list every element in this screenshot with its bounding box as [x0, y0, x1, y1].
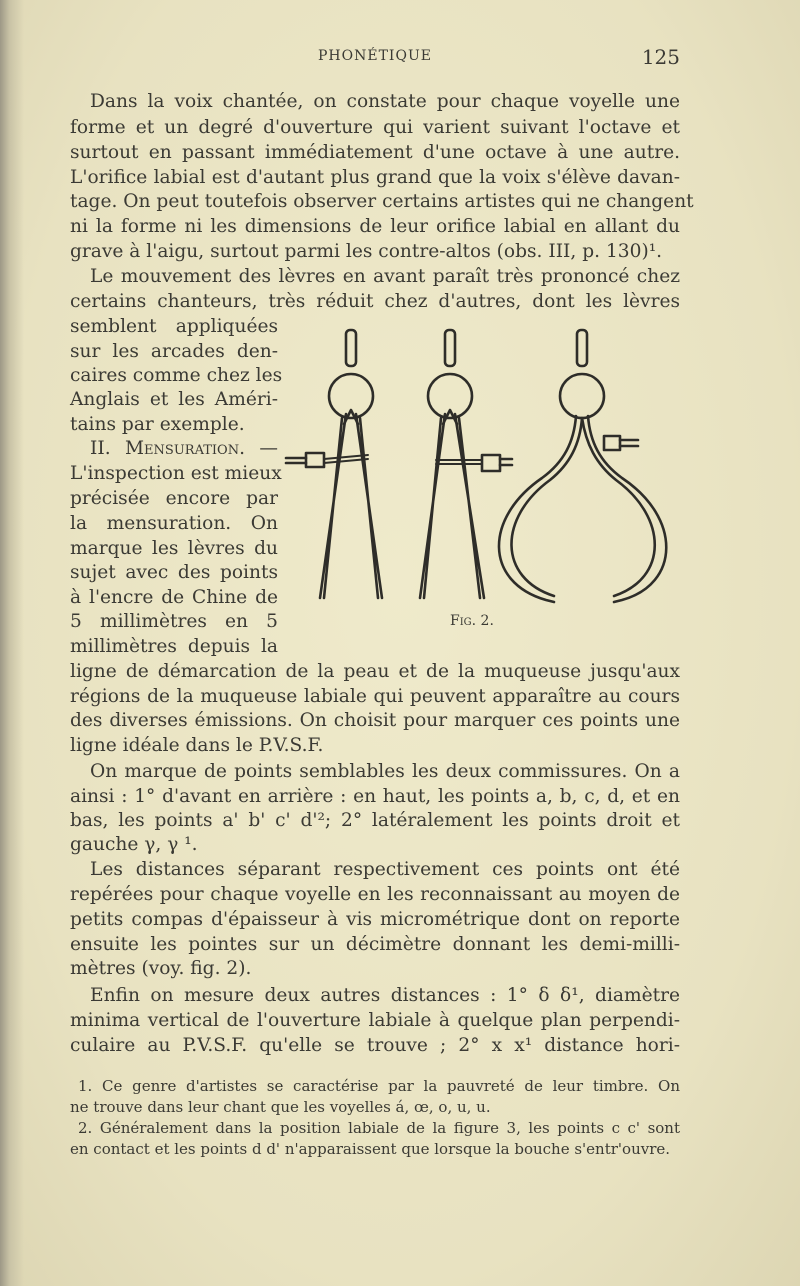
figure-caption: Fig. 2. [450, 613, 494, 629]
body-line: ensuite les pointes sur un décimètre donnant les demi-milli- [70, 934, 680, 955]
body-line: L'orifice labial est d'autant plus grand que la voix s'élève davan- [70, 167, 680, 188]
body-line: certains chanteurs, très réduit chez d'autres, dont les lèvres [70, 291, 680, 312]
body-line: marque les lèvres du [70, 538, 278, 559]
body-line: Dans la voix chantée, on constate pour chaque voyelle une [90, 91, 680, 112]
body-line: millimètres depuis la [70, 636, 278, 657]
section-heading-line: II. Mensuration. — [90, 438, 278, 459]
body-line: Le mouvement des lèvres en avant paraît très prononcé chez [90, 266, 680, 287]
body-line: sur les arcades den- [70, 341, 278, 362]
body-line: L'inspection est mieux [70, 463, 282, 484]
footnote-line: 1. Ce genre d'artistes se caractérise par la pauvreté de leur timbre. On [78, 1077, 680, 1095]
footnote-line: en contact et les points d d' n'apparaissent que lorsque la bouche s'entr'ouvre. [70, 1140, 671, 1158]
body-line: ni la forme ni les dimensions de leur orifice labial en allant du [70, 216, 680, 237]
body-line: On marque de points semblables les deux commissures. On a [90, 761, 680, 782]
footnote-line: ne trouve dans leur chant que les voyelles á, œ, o, u, u. [70, 1098, 491, 1116]
body-line: ligne de démarcation de la peau et de la muqueuse jusqu'aux [70, 661, 680, 682]
body-line: semblent appliquées [70, 316, 278, 337]
body-line: minima vertical de l'ouverture labiale à quelque plan perpendi- [70, 1010, 680, 1031]
page-header [70, 45, 680, 71]
figure-calipers [284, 322, 684, 636]
body-line: caires comme chez les [70, 365, 283, 386]
body-line: forme et un degré d'ouverture qui varient suivant l'octave et [70, 117, 680, 138]
body-line: ligne idéale dans le P.V.S.F. [70, 735, 324, 756]
body-line: surtout en passant immédiatement d'une octave à une autre. [70, 142, 680, 163]
compass-3-illustration [499, 330, 666, 602]
page-binding-edge [0, 0, 24, 1286]
body-line: ainsi : 1° d'avant en arrière : en haut, les points a, b, c, d, et en [70, 786, 680, 807]
body-line: des diverses émissions. On choisit pour marquer ces points une [70, 710, 680, 731]
body-line: Les distances séparant respectivement ces points ont été [90, 859, 680, 880]
body-line: Anglais et les Améri- [70, 389, 278, 410]
body-line: mètres (voy. fig. 2). [70, 958, 252, 979]
body-line: repérées pour chaque voyelle en les reconnaissant au moyen de [70, 884, 680, 905]
body-line: Enfin on mesure deux autres distances : 1° δ δ¹, diamètre [90, 985, 680, 1006]
page-number: 125 [641, 45, 680, 69]
body-line: la mensuration. On [70, 513, 278, 534]
body-line: sujet avec des points [70, 562, 278, 583]
body-line: régions de la muqueuse labiale qui peuvent apparaître au cours [70, 686, 680, 707]
body-line: culaire au P.V.S.F. qu'elle se trouve ; 2° x x¹ distance hori- [70, 1035, 680, 1056]
compass-2-illustration [420, 330, 512, 598]
footnote-line: 2. Généralement dans la position labiale de la figure 3, les points c c' sont [78, 1119, 680, 1137]
body-line: tains par exemple. [70, 414, 245, 435]
body-line: grave à l'aigu, surtout parmi les contre-altos (obs. III, p. 130)¹. [70, 241, 663, 262]
body-line: gauche γ, γ ¹. [70, 834, 198, 855]
body-line: petits compas d'épaisseur à vis micrométrique dont on reporte [70, 909, 680, 930]
body-line: tage. On peut toutefois observer certains artistes qui ne changent [70, 191, 694, 212]
body-line: précisée encore par [70, 488, 278, 509]
body-line: à l'encre de Chine de [70, 587, 278, 608]
running-head: PHONÉTIQUE [318, 48, 432, 64]
body-line: bas, les points a' b' c' d'²; 2° latéralement les points droit et [70, 810, 680, 831]
body-line: 5 millimètres en 5 [70, 611, 278, 632]
compass-1-illustration [286, 330, 382, 598]
